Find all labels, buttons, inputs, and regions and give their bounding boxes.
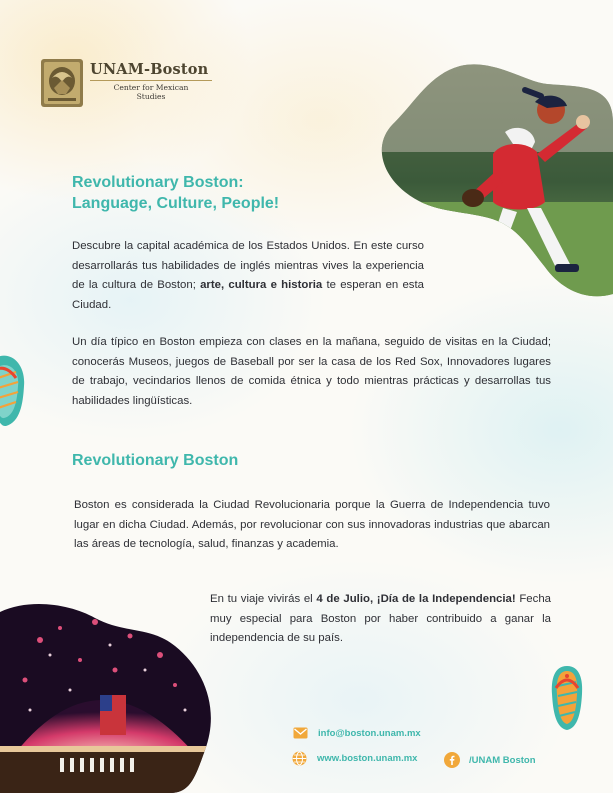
globe-icon: [292, 751, 307, 766]
unam-seal-icon: [40, 58, 84, 108]
facebook-link[interactable]: /UNAM Boston: [469, 755, 536, 766]
website-link[interactable]: www.boston.unam.mx: [317, 753, 418, 764]
july-text-start: En tu viaje vivirás el: [210, 593, 313, 605]
typical-day-paragraph: Un día típico en Boston empieza con clases en la mañana, seguido de visitas en la Ciudad; conocerás Museos, juegos de Baseball por ser la casa de los Red Sox, Innovadores lugares de trabajo, vecindarios llenos de comida étnica y todo mientras prácticas y desarrollas tus habilidades lingüísticas.: [72, 336, 551, 407]
facebook-icon: [444, 752, 460, 768]
brand-subtitle-line-1: Center for Mexican: [113, 83, 189, 92]
fireworks-celebration-photo: [0, 600, 215, 793]
flip-flop-left-icon: [0, 352, 28, 428]
page-title-line-2: Language, Culture, People!: [72, 195, 280, 212]
independence-day-paragraph: [210, 590, 551, 649]
brand-subtitle-line-2: Studies: [136, 92, 166, 101]
intro-text-end: te esperan en esta Ciudad.: [72, 279, 424, 311]
page-title-line-1: Revolutionary Boston:: [72, 174, 244, 191]
brand-divider: [90, 80, 212, 81]
july-text-end: Fecha muy especial para Boston por haber contribuido a ganar la independencia de su país.: [210, 593, 552, 644]
unam-boston-logo[interactable]: [40, 58, 215, 110]
intro-bold-history: historia: [281, 279, 323, 291]
brand-subtitle: [90, 83, 212, 101]
section-heading: Revolutionary Boston: [72, 452, 239, 469]
july-bold: 4 de Julio, ¡Día de la Independencia!: [316, 593, 516, 605]
intro-text: Descubre la capital académica de los Estados Unidos. En este curso desarrollarás tus habilidades de inglés mientras vives la experiencia de la cultura de Boston;: [72, 240, 424, 291]
intro-paragraph: [72, 237, 424, 315]
email-link[interactable]: info@boston.unam.mx: [318, 728, 421, 739]
intro-connector: e: [270, 279, 277, 291]
email-icon: [293, 727, 308, 739]
revolution-paragraph: Boston es considerada la Ciudad Revolucionaria porque la Guerra de Independencia tuvo lugar en dicha Ciudad. Además, por revolucionar con sus innovadoras industrias que abarcan las áreas de tecnología, salud, finanzas y academia.: [74, 499, 550, 550]
intro-bold-arts: arte, cultura: [200, 279, 267, 291]
flip-flop-right-icon: [550, 664, 584, 732]
brand-name: UNAM-Boston: [90, 61, 209, 78]
